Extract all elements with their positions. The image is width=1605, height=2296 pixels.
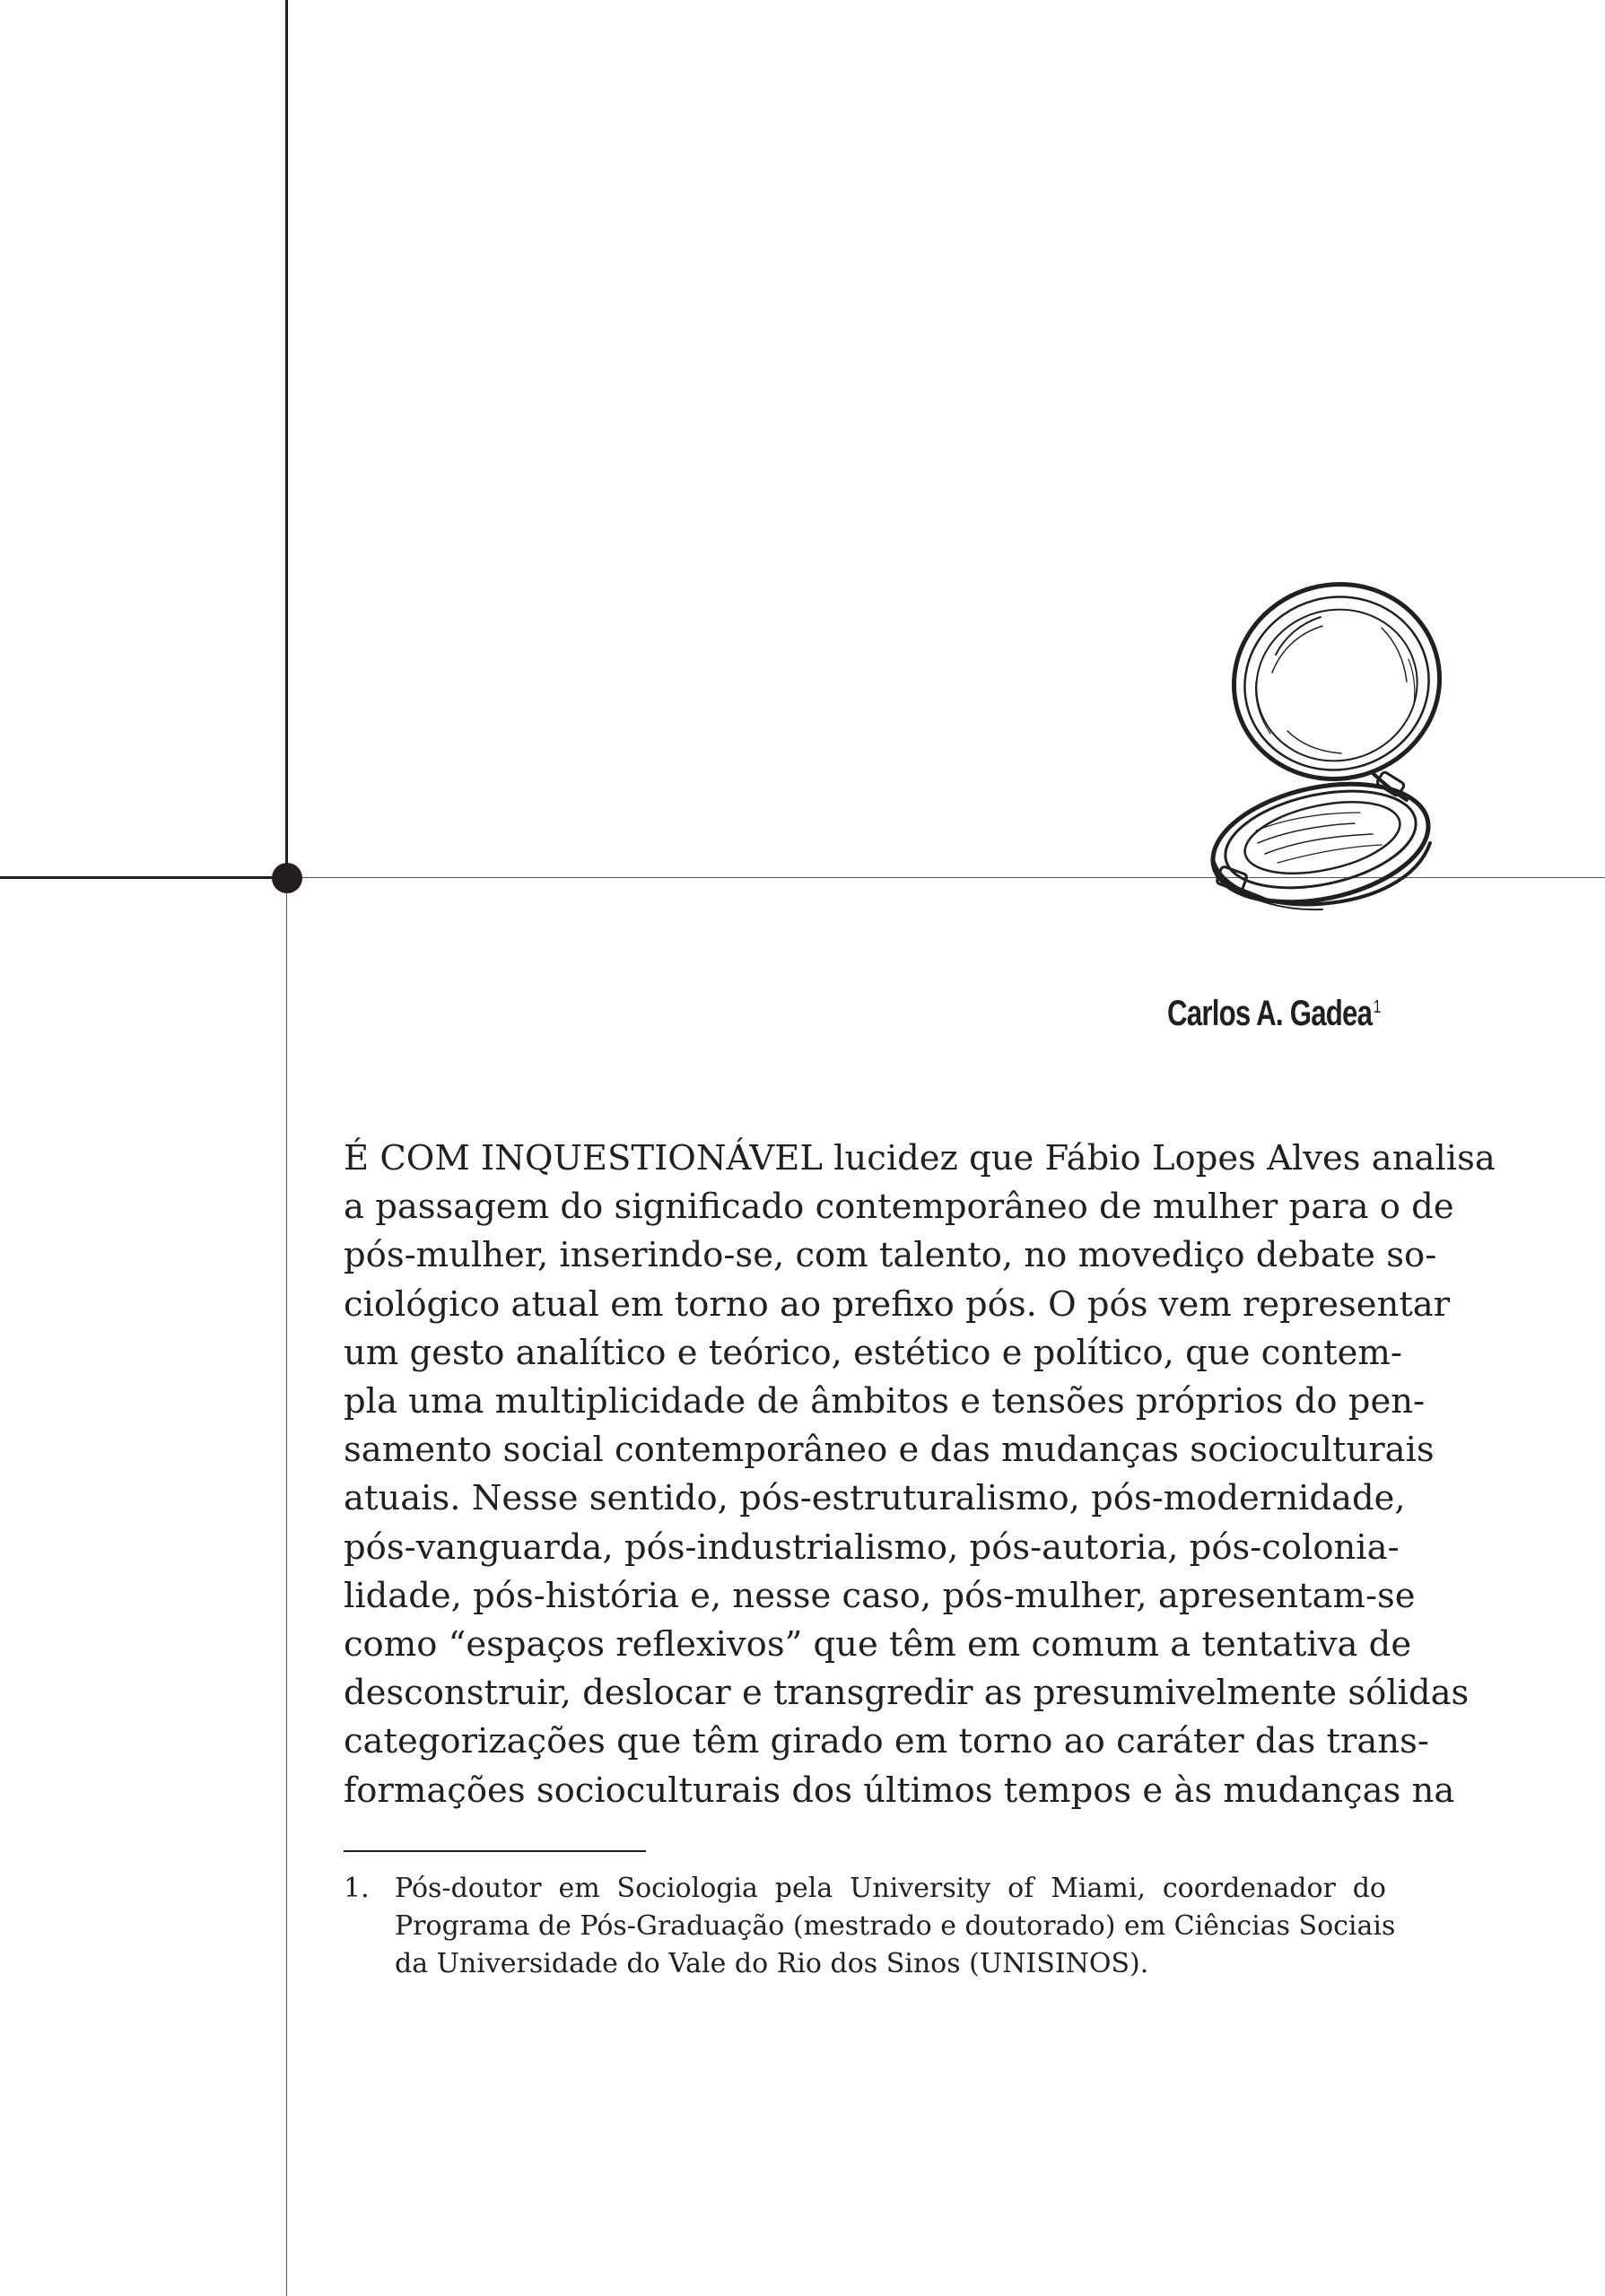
frame-junction-dot (272, 863, 302, 893)
body-line: categorizações que têm girado em torno ao caráter das trans- (344, 1721, 1429, 1762)
body-line: atuais. Nesse sentido, pós-estruturalismo, pós-modernidade, (344, 1478, 1406, 1519)
powder-compact-illustration (1202, 574, 1471, 924)
body-line: um gesto analítico e teórico, estético e político, que contem- (344, 1332, 1402, 1373)
footnote-line: Pós-doutor em Sociologia pela University of Miami, coordenador do (395, 1873, 1386, 1904)
frame-horizontal-line-left (0, 876, 287, 879)
body-line: formações socioculturais dos últimos tempos e às mudanças na (344, 1770, 1455, 1811)
frame-vertical-line-top (285, 0, 288, 879)
footnote-rule (344, 1850, 646, 1852)
author-name (1167, 994, 1381, 1034)
footnote (344, 1870, 1396, 1983)
body-line: desconstruir, deslocar e transgredir as presumivelmente sólidas (344, 1673, 1470, 1714)
body-line: samento social contemporâneo e das mudanças socioculturais (344, 1430, 1435, 1471)
body-line: pla uma multiplicidade de âmbitos e tensões próprios do pen- (344, 1381, 1426, 1422)
body-line: É COM INQUESTIONÁVEL lucidez que Fábio Lopes Alves analisa (344, 1138, 1496, 1178)
body-line: como “espaços reflexivos” que têm em comum a tentativa de (344, 1624, 1412, 1665)
author-name-text: Carlos A. Gadea (1167, 994, 1373, 1033)
frame-vertical-line-bottom (286, 879, 287, 2296)
footnote-line: Programa de Pós-Graduação (mestrado e doutorado) em Ciências Sociais (395, 1910, 1396, 1942)
body-line: lidade, pós-história e, nesse caso, pós-mulher, apresentam-se (344, 1575, 1416, 1616)
footnote-line: da Universidade do Vale do Rio dos Sinos (UNISINOS). (395, 1948, 1149, 1979)
body-line: pós-vanguarda, pós-industrialismo, pós-autoria, pós-colonia- (344, 1526, 1400, 1568)
body-line: ciológico atual em torno ao prefixo pós. O pós vem representar (344, 1283, 1451, 1325)
footnote-number: 1. (344, 1873, 370, 1904)
body-paragraph (344, 1135, 1496, 1815)
footnote-text (395, 1870, 1396, 1983)
body-line: pós-mulher, inserindo-se, com talento, no movediço debate so- (344, 1235, 1437, 1276)
author-footnote-ref: 1 (1374, 996, 1381, 1017)
body-line: a passagem do significado contemporâneo de mulher para o de (344, 1187, 1454, 1228)
